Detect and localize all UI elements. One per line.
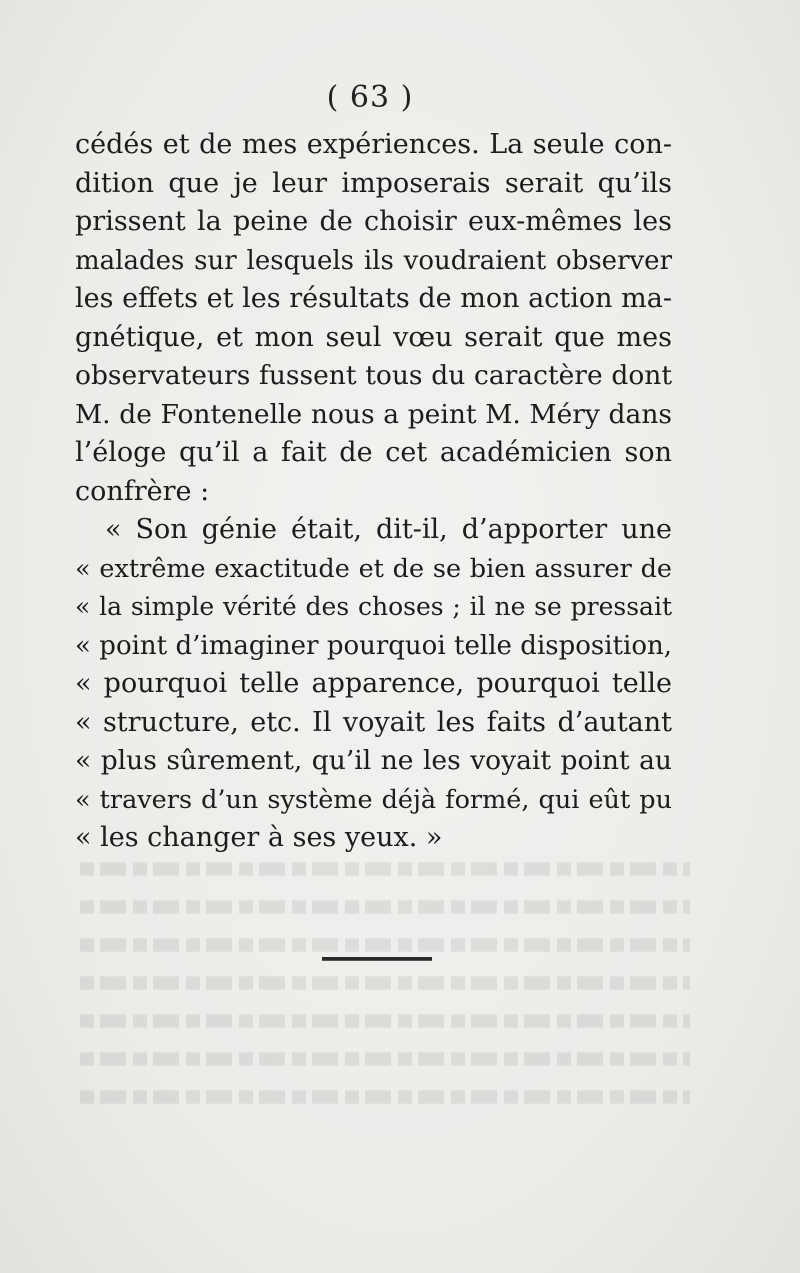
show-through-texture bbox=[80, 850, 690, 1150]
quote-line: « pourquoi telle apparence, pourquoi telle bbox=[75, 668, 672, 699]
quote-line: « point d’imaginer pourquoi telle disposition, bbox=[75, 630, 672, 661]
quote-line: « extrême exactitude et de se bien assurer de bbox=[75, 553, 672, 584]
page-number: ( 63 ) bbox=[326, 80, 414, 115]
text-line: malades sur lesquels ils voudraient observer bbox=[75, 245, 672, 276]
body-text bbox=[75, 126, 672, 858]
text-line: M. de Fontenelle nous a peint M. Méry dans bbox=[75, 398, 672, 430]
quote-line: « la simple vérité des choses ; il ne se pressait bbox=[75, 592, 672, 621]
text-line: l’éloge qu’il a fait de cet académicien son bbox=[75, 437, 672, 468]
text-line: les effets et les résultats de mon action ma- bbox=[75, 283, 672, 314]
quote-line: « travers d’un système déjà formé, qui eût pu bbox=[75, 784, 672, 815]
quote-line: « les changer à ses yeux. » bbox=[75, 822, 443, 853]
text-line: observateurs fussent tous du caractère dont bbox=[75, 360, 672, 391]
text-line: gnétique, et mon seul vœu serait que mes bbox=[75, 321, 672, 353]
section-divider bbox=[322, 957, 432, 961]
text-line: prissent la peine de choisir eux-mêmes les bbox=[75, 206, 672, 237]
quote-line: « Son génie était, dit-il, d’apporter une bbox=[105, 514, 672, 545]
text-line: dition que je leur imposerais serait qu’ils bbox=[75, 167, 672, 199]
quote-line: « structure, etc. Il voyait les faits d’autant bbox=[75, 706, 672, 738]
quote-line: « plus sûrement, qu’il ne les voyait point au bbox=[75, 745, 672, 776]
text-line: confrère : bbox=[75, 475, 210, 507]
text-line: cédés et de mes expériences. La seule con- bbox=[75, 129, 672, 160]
